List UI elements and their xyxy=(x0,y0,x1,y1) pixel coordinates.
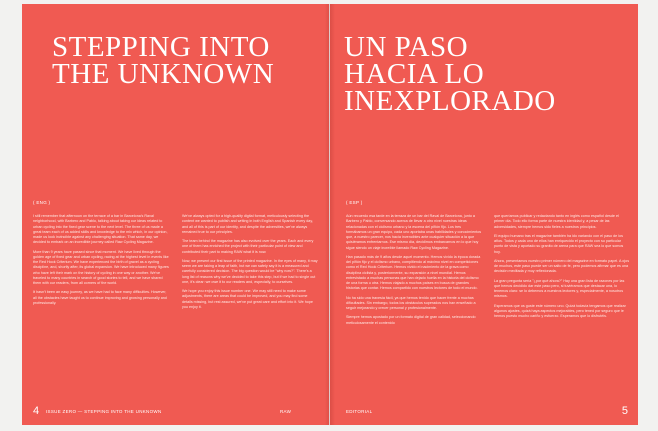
language-tag-eng: ( ENG ) xyxy=(33,200,51,205)
running-title: ISSUE ZERO — STEPPING INTO THE UNKNOWN xyxy=(46,409,162,414)
folio-editorial: EDITORIAL xyxy=(346,409,373,414)
language-tag-esp: ( ESP ) xyxy=(346,200,363,205)
spanish-column-2 xyxy=(494,214,630,323)
folio-raw: RAW xyxy=(280,409,292,414)
body-paragraph: I still remember that afternoon on the terrace of a bar in Barcelona's Raval neighborhood, with Barbero and Pablo, talking about taking our ideas related to urban cycling into the fixed gear scene to the next level. The three of us made a great team each of us added skills and knowledge to the mix which, in our opinion, made us look invincible against any challenging situation. That same day, we decided to embark on an incredible journey called Raw Cycling Magazine. xyxy=(33,214,168,245)
body-paragraph: We've always opted for a high-quality digital format, meticulously selecting the content we wanted to publish and writing in both English and Spanish every day, and all of this is part of our identity, and despite the adversities, we've always remained true to our principles. xyxy=(182,214,313,234)
right-page xyxy=(330,4,638,425)
body-paragraph: More than 9 years have passed since that moment. We have lived through the golden age of fixed gear and urban cycling, racing at the highest level in events like the Red Hook Criterium. We have experienced the birth of gravel as a cycling discipline, and, shortly after, its global expansion. We have introduced many figures who have left their mark on the history of cycling in one way or another. We've traveled to many countries in search of good stories to tell, and we have shared them with our readers, from all corners of the world. xyxy=(33,249,169,285)
body-paragraph: It hasn't been an easy journey, as we have had to face many difficulties. However, all the obstacles have taught us to continue improving and growing personally and professionally. xyxy=(33,290,167,305)
body-paragraph: La gran pregunta sería "¿por qué ahora?" Hay una gran lista de razones por las que hemos decidido dar este paso pero, si tuviéramos que destacar una, lo tenemos claro: se lo debemos a nuestros lectores y, especialmente, a nosotros mismos. xyxy=(494,278,625,299)
body-paragraph: Siempre hemos apostado por un formato digital de gran calidad, seleccionando meticulosamente el contenido xyxy=(346,315,476,325)
body-paragraph: Esperamos que os guste este número uno. Quizá todavía tengamos que realizar algunos ajustes, quizá haya aspectos mejorables, pero tened por seguro que le hemos puesto mucho cariño y esfuerzo. Esperamos que lo disfrutéis. xyxy=(494,303,626,318)
body-paragraph: Now, we present our first issue of the printed magazine. In the eyes of many, it may seem we are taking a leap of faith, but we can safely say it is a measured and carefully considered decision. The big question would be "why now?". There's a long list of reasons why we've decided to take this step, but if we had to single out one, it's clear: we owe it to our readers and, especially, to ourselves. xyxy=(182,258,318,284)
left-page xyxy=(22,4,329,425)
english-column-2 xyxy=(182,214,318,314)
page-number-left: 4 xyxy=(33,405,40,417)
english-column-1 xyxy=(33,214,169,310)
body-paragraph: El equipo humano tras el magazine también ha ido variando con el paso de los años. Todos y cada uno de ellos han enriquecido el proyecto con su particular punto de vista y aportado su granito de arena para que RAW sea lo que somos hoy. xyxy=(494,233,624,254)
body-paragraph: The team behind the magazine has also evolved over the years. Each and every one of them has enriched the project with their particular point of view and contributed their part to making RAW what it is now. xyxy=(182,239,314,254)
body-paragraph: Ahora, presentamos nuestro primer número del magazine en formato papel. A ojos de muchos, este paso puede ser un salto de fe, pero podemos afirmar que es una decisión meditada y muy reflexionada. xyxy=(494,258,630,274)
spanish-title: UN PASO HACIA LO INEXPLORADO xyxy=(344,31,556,117)
spanish-column-1 xyxy=(346,214,482,330)
body-paragraph: Aún recuerdo esa tarde en la terraza de un bar del Raval de Barcelona, junto a Barbero y Pablo, conversando acerca de llevar a otro nivel nuestras ideas relacionadas con el ciclismo urbano y la escena del piñón fijo. Los tres formábamos un gran equipo, cada uno aportaba unas habilidades y conocimientos que, a nuestro parecer, nos hacía invencibles ante cualquier situación a la que quisiéramos enfrentarnos. Ese mismo día, decidimos embarcarnos en lo que hoy sigue siendo un viaje increíble llamado Raw Cycling Magazine. xyxy=(346,214,482,250)
body-paragraph: que queríamos publicar y redactando tanto en inglés como español desde el primer día. Todo ello forma parte de nuestra identidad y, a pesar de las adversidades, siempre hemos sido fieles a nuestros principios. xyxy=(494,214,619,229)
body-paragraph: We hope you enjoy this issue number one. We may still need to make some adjustments, there are areas that could be improved, and you may find some details missing, but rest assured, we've put great care and effort into it. We hope you enjoy it. xyxy=(182,289,313,309)
page-number-right: 5 xyxy=(621,405,628,417)
body-paragraph: Han pasado más de 9 años desde aquel momento. Hemos vivido la época dorada del piñón fijo y el ciclismo urbano, compitiendo al máximo nivel en competiciones como el Red Hook Criterium. Hemos vivido el nacimiento de la grava como disciplina ciclista y, posteriormente, su expansión a nivel mundial. Hemos entrevistado a muchas personas que han dejado huella en la historia del ciclismo de una forma u otra. Hemos viajado a muchos países en busca de grandes historias que contar. Hemos compartido con nuestros lectores de todo el mundo. xyxy=(346,254,481,291)
body-paragraph: No ha sido una travesía fácil, ya que hemos tenido que hacer frente a muchas dificultades. Sin embargo, todos los obstáculos superados nos han enseñado a seguir mejorando y crecer personal y profesionalmente. xyxy=(346,295,476,310)
english-title: STEPPING INTO THE UNKNOWN xyxy=(52,31,275,90)
spine-gutter xyxy=(325,4,335,425)
